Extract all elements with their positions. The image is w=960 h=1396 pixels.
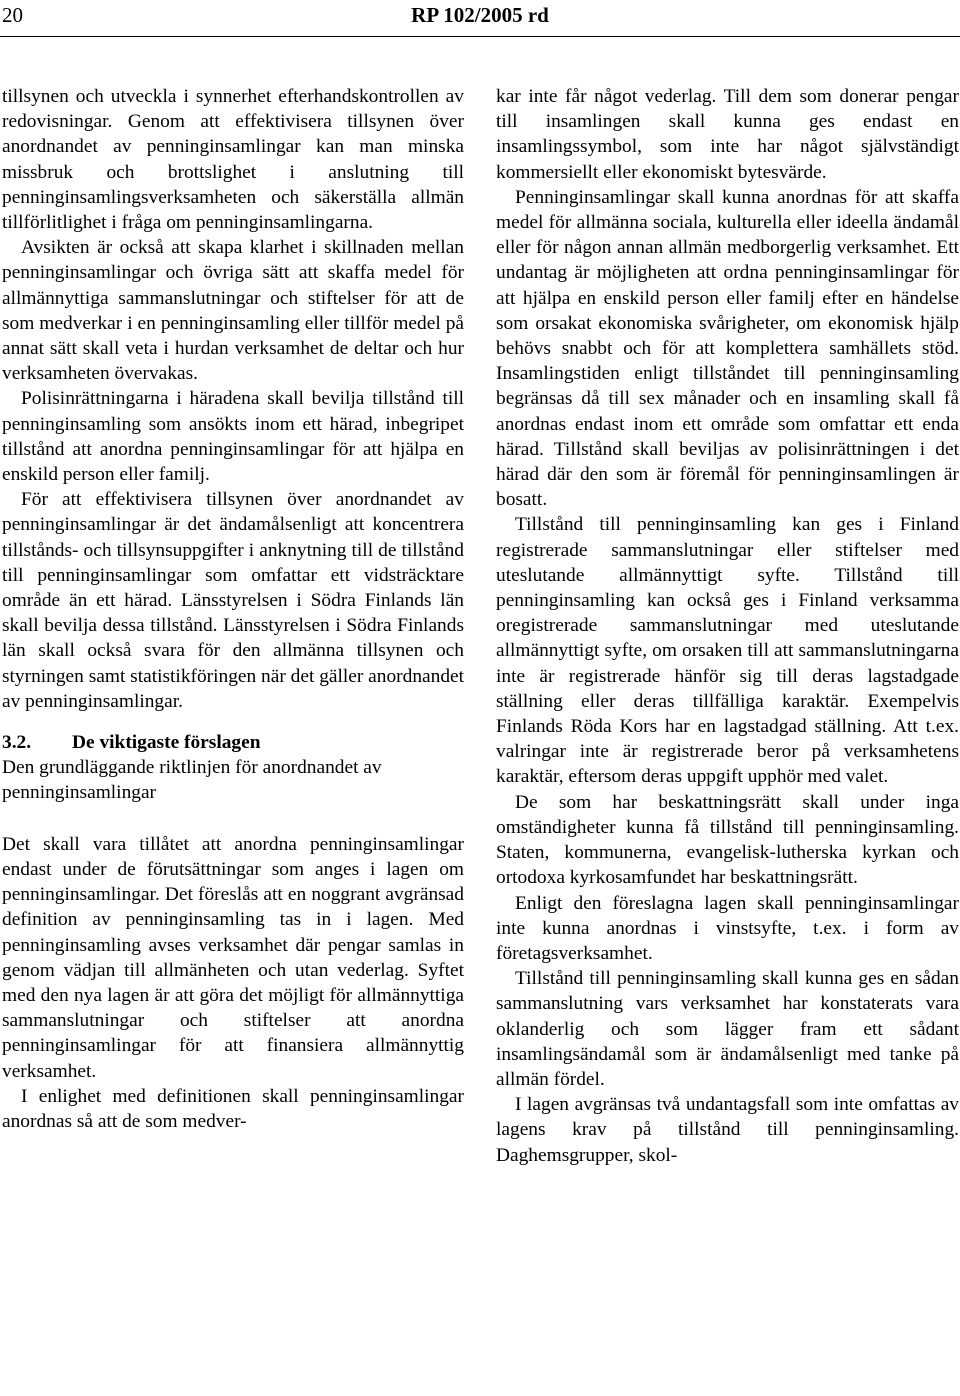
header-rule <box>0 36 960 37</box>
paragraph: Polisinrättningarna i häradena skall bevilja tillstånd till penninginsamling som ansökts inom ett härad, inbegripet tillstånd att anordna penninginsamlingar för att hjälpa en enskild person eller familj. <box>2 388 464 486</box>
paragraph: De som har beskattningsrätt skall under inga omständigheter kunna få tillstånd till penninginsamling. Staten, kommunerna, evangelisk-lutherska kyrkan och ortodoxa kyrkosamfundet har beskattningsrätt. <box>496 791 959 889</box>
page-number: 20 <box>2 3 23 27</box>
paragraph: I lagen avgränsas två undantagsfall som inte omfattas av lagens krav på tillstånd till penninginsamling. Daghemsgrupper, skol- <box>496 1094 959 1166</box>
paragraph: Enligt den föreslagna lagen skall penninginsamlingar inte kunna anordnas i vinstsyfte, t.ex. i form av företagsverksamhet. <box>496 892 959 964</box>
paragraph: I enlighet med definitionen skall penninginsamlingar anordnas så att de som medver- <box>2 1085 464 1132</box>
paragraph: tillsynen och utveckla i synnerhet efterhandskontrollen av redovisningar. Genom att effektivisera tillsynen över anordnandet av penninginsamlingar kan man minska missbruk och brottslighet i anslutning till penninginsamlingsverksamheten och säkerställa allmän tillförlitlighet i fråga om penninginsamlingarna. <box>2 86 464 234</box>
paragraph: Tillstånd till penninginsamling skall kunna ges en sådan sammanslutning vars verksamhet har konstaterats vara oklanderlig och som lägger fram ett sådant insamlingsändamål som är ändamålsenligt med tanke på allmän fördel. <box>496 968 959 1090</box>
page-header <box>0 0 960 40</box>
spacer <box>2 806 464 832</box>
paragraph: För att effektivisera tillsynen över anordnandet av penninginsamlingar är det ändamålsenligt att koncentrera tillstånds- och tillsynsuppgifter i anknytning till de tillstånd till penninginsamlingar som omfattar ett vidsträcktare område än ett härad. Länsstyrelsen i Södra Finlands län skall bevilja dessa tillstånd. Länsstyrelsen i Södra Finlands län skall också svara för den allmänna tillsynen och styrningen samt statistikföringen när det gäller anordnandet av penninginsamlingar. <box>2 489 465 712</box>
section-title: De viktigaste förslagen <box>72 732 261 754</box>
section-number: 3.2. <box>2 732 32 754</box>
right-column <box>496 84 959 1168</box>
section-heading <box>2 730 464 755</box>
paragraph: Det skall vara tillåtet att anordna penninginsamlingar endast under de förutsättningar som anges i lagen om penninginsamlingar. Det föreslås att en noggrant avgränsad definition av penninginsamling tas in i lagen. Med penninginsamling avses verksamhet där pengar samlas in genom vädjan till allmänheten och utan vederlag. Syftet med den nya lagen är att göra det möjligt för allmännyttiga sammanslutningar och stiftelser att anordna penninginsamlingar för att finansiera allmännyttig verksamhet. <box>2 833 464 1082</box>
paragraph: kar inte får något vederlag. Till dem som donerar pengar till insamlingen skall kunna ges endast en insamlingssymbol, som inte har något självständigt kommersiellt eller ekonomiskt bytesvärde. <box>496 86 959 183</box>
document-reference: RP 102/2005 rd <box>411 3 549 27</box>
subsection-heading: Den grundläggande riktlinjen för anordnandet av penninginsamlingar <box>2 757 382 804</box>
paragraph: Avsikten är också att skapa klarhet i skillnaden mellan penninginsamlingar och övriga sätt att skaffa medel för allmännyttiga sammanslutningar och stiftelser för att de som medverkar i en penninginsamling eller tillför medel på annat sätt skall veta i hurdan verksamhet de deltar och hur verksamheten övervakas. <box>2 237 464 385</box>
paragraph: Tillstånd till penninginsamling kan ges i Finland registrerade sammanslutningar eller stiftelser med uteslutande allmännyttigt syfte. Tillstånd till penninginsamling kan också ges i Finland verksamma oregistrerade sammanslutningar med uteslutande allmännyttigt syfte, om orsaken till att sammanslutningarna inte är registrerade hänför sig till deras lagstadgade ställning eller deras tillfälliga karaktär. Exempelvis Finlands Röda Kors har en lagstadgad ställning. Att t.ex. valringar inte är registrerade beror på verksamhetens karaktär, eftersom deras uppgift upphör med valet. <box>496 514 959 788</box>
left-column <box>2 84 464 1134</box>
paragraph: Penninginsamlingar skall kunna anordnas för att skaffa medel för allmänna sociala, kulturella eller ideella ändamål eller för någon annan allmän medborgerlig verksamhet. Ett undantag är möjligheten att ordna penninginsamlingar för att hjälpa en enskild person eller familj efter en händelse som orsakat ekonomiska svårigheter, om ekonomisk hjälp behövs snabbt och för att komplettera samhällets stöd. Insamlingstiden enligt tillståndet till penninginsamling begränsas då till sex månader och en insamling skall få anordnas endast inom ett område som omfattar ett enda härad. Tillstånd skall beviljas av polisinrättningen i det härad där den som är föremål för penninginsamlingen är bosatt. <box>496 186 959 511</box>
